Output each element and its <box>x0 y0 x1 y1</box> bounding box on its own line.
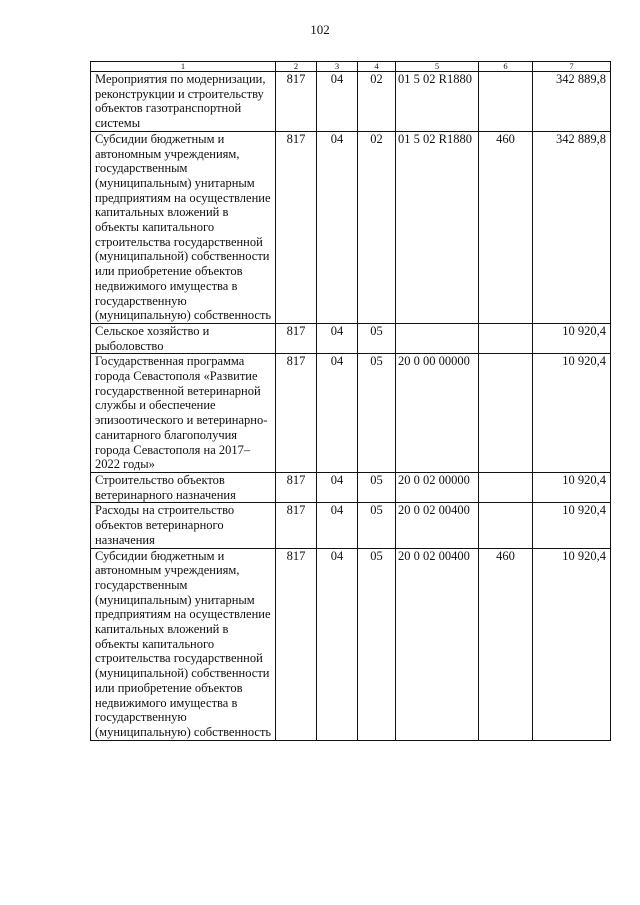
expense-name: Сельское хозяйство и рыболовство <box>91 323 276 353</box>
amount: 10 920,4 <box>533 323 611 353</box>
column-header: 6 <box>479 62 533 72</box>
table-row <box>91 72 611 132</box>
target-item-code: 20 0 02 00000 <box>396 472 479 502</box>
table-row <box>91 548 611 740</box>
column-header: 3 <box>317 62 358 72</box>
column-header: 2 <box>276 62 317 72</box>
target-item-code: 20 0 00 00000 <box>396 354 479 473</box>
expense-name: Субсидии бюджетным и автономным учреждениям, государственным (муниципальным) унитарным предприятиям на осуществление капитальных вложений в объекты капитального строительства государственной (муниципальной) собственности или приобретение объектов недвижимого имущества в государственную (муниципальную) собственность <box>91 131 276 323</box>
expense-type-code: 460 <box>479 131 533 323</box>
column-header: 1 <box>91 62 276 72</box>
subsection-code: 05 <box>358 503 396 548</box>
target-item-code: 20 0 02 00400 <box>396 548 479 740</box>
ministry-code: 817 <box>276 354 317 473</box>
column-header: 7 <box>533 62 611 72</box>
amount: 10 920,4 <box>533 472 611 502</box>
section-code: 04 <box>317 503 358 548</box>
table-row <box>91 472 611 502</box>
target-item-code: 20 0 02 00400 <box>396 503 479 548</box>
section-code: 04 <box>317 323 358 353</box>
amount: 10 920,4 <box>533 503 611 548</box>
expense-type-code <box>479 472 533 502</box>
expense-name: Государственная программа города Севастополя «Развитие государственной ветеринарной службы и обеспечение эпизоотического и ветеринарно-санитарного благополучия города Севастополя на 2017–2022 годы» <box>91 354 276 473</box>
section-code: 04 <box>317 548 358 740</box>
expense-type-code <box>479 72 533 132</box>
section-code: 04 <box>317 72 358 132</box>
table-row <box>91 354 611 473</box>
amount: 10 920,4 <box>533 354 611 473</box>
subsection-code: 02 <box>358 131 396 323</box>
subsection-code: 05 <box>358 548 396 740</box>
ministry-code: 817 <box>276 548 317 740</box>
expense-name: Строительство объектов ветеринарного назначения <box>91 472 276 502</box>
section-code: 04 <box>317 131 358 323</box>
column-header: 5 <box>396 62 479 72</box>
page-number: 102 <box>310 22 330 37</box>
table-row <box>91 323 611 353</box>
target-item-code: 01 5 02 R1880 <box>396 131 479 323</box>
ministry-code: 817 <box>276 472 317 502</box>
expense-type-code <box>479 354 533 473</box>
column-number-row <box>91 62 611 72</box>
subsection-code: 05 <box>358 323 396 353</box>
subsection-code: 02 <box>358 72 396 132</box>
budget-table <box>90 61 611 741</box>
expense-name: Субсидии бюджетным и автономным учреждениям, государственным (муниципальным) унитарным предприятиям на осуществление капитальных вложений в объекты капитального строительства государственной (муниципальной) собственности или приобретение объектов недвижимого имущества в государственную (муниципальную) собственность <box>91 548 276 740</box>
table-row <box>91 503 611 548</box>
amount: 342 889,8 <box>533 131 611 323</box>
ministry-code: 817 <box>276 323 317 353</box>
expense-type-code <box>479 323 533 353</box>
amount: 342 889,8 <box>533 72 611 132</box>
amount: 10 920,4 <box>533 548 611 740</box>
ministry-code: 817 <box>276 131 317 323</box>
expense-name: Мероприятия по модернизации, реконструкции и строительству объектов газотранспортной системы <box>91 72 276 132</box>
table-row <box>91 131 611 323</box>
section-code: 04 <box>317 472 358 502</box>
subsection-code: 05 <box>358 472 396 502</box>
subsection-code: 05 <box>358 354 396 473</box>
ministry-code: 817 <box>276 72 317 132</box>
ministry-code: 817 <box>276 503 317 548</box>
expense-type-code <box>479 503 533 548</box>
expense-type-code: 460 <box>479 548 533 740</box>
target-item-code: 01 5 02 R1880 <box>396 72 479 132</box>
column-header: 4 <box>358 62 396 72</box>
target-item-code <box>396 323 479 353</box>
expense-name: Расходы на строительство объектов ветеринарного назначения <box>91 503 276 548</box>
section-code: 04 <box>317 354 358 473</box>
